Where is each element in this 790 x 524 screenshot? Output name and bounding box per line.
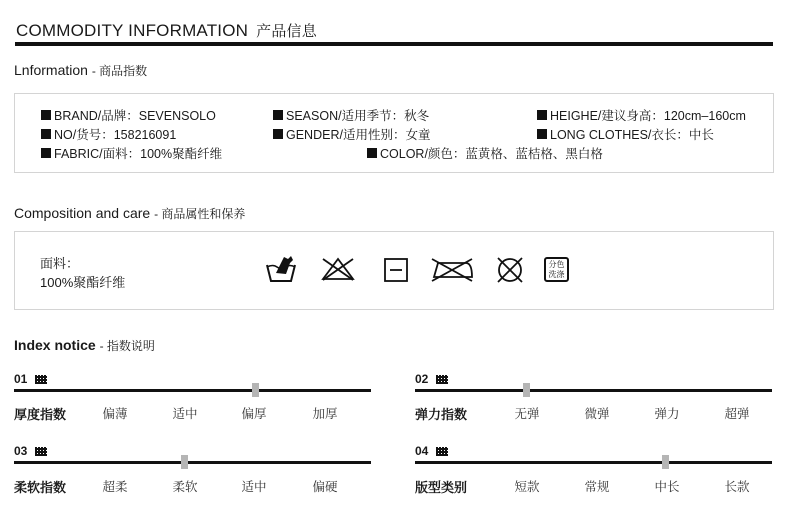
scale-02-option: 弹力 <box>654 407 680 421</box>
scale-04-marker <box>662 455 669 469</box>
page-title-en: COMMODITY INFORMATION <box>16 21 249 40</box>
information-subtitle: - 商品指数 <box>91 64 148 78</box>
bullet-square-icon <box>537 129 547 139</box>
scale-01-number: 01 <box>14 372 47 386</box>
scale-03-marker <box>181 455 188 469</box>
bullet-square-icon <box>41 148 51 158</box>
scale-02-label: 弹力指数 <box>415 407 468 422</box>
hand-wash-icon <box>264 253 298 285</box>
information-heading <box>14 62 147 79</box>
scale-02-marker <box>523 383 530 397</box>
scale-01-option: 适中 <box>172 407 198 421</box>
composition-heading <box>14 205 245 222</box>
scale-03-option: 超柔 <box>102 480 128 494</box>
no-iron-icon <box>428 255 476 283</box>
scale-03-line <box>14 461 371 464</box>
scale-01-label: 厚度指数 <box>14 407 67 422</box>
scale-04-label: 版型类别 <box>415 480 468 495</box>
page-title-cn: 产品信息 <box>256 23 317 40</box>
scale-01-option: 加厚 <box>312 407 338 421</box>
scale-03-number: 03 <box>14 444 47 458</box>
no-dry-clean-icon <box>494 255 526 285</box>
bullet-square-icon <box>273 129 283 139</box>
info-height: HEIGHE/建议身高：120cm–160cm <box>537 106 746 124</box>
bullet-square-icon <box>273 110 283 120</box>
bullet-square-icon <box>41 129 51 139</box>
info-gender: GENDER/适用性别：女童 <box>273 125 430 143</box>
page-title <box>16 20 317 41</box>
scale-03-label: 柔软指数 <box>14 480 67 495</box>
scale-02-line <box>415 389 772 392</box>
grid-icon <box>436 447 448 456</box>
scale-04-number: 04 <box>415 444 448 458</box>
scale-01-option: 偏厚 <box>241 407 267 421</box>
info-color: COLOR/颜色：蓝黄格、蓝桔格、黑白格 <box>367 144 603 162</box>
grid-icon <box>35 375 47 384</box>
wash-separately-line2: 洗涤 <box>548 270 565 279</box>
scale-02-option: 微弹 <box>584 407 610 421</box>
index-heading <box>14 337 155 354</box>
bullet-square-icon <box>41 110 51 120</box>
info-season: SEASON/适用季节：秋冬 <box>273 106 429 124</box>
grid-icon <box>436 375 448 384</box>
no-bleach-icon <box>320 256 356 282</box>
wash-separately-line1: 分色 <box>548 260 565 269</box>
info-length: LONG CLOTHES/衣长：中长 <box>537 125 714 143</box>
title-divider <box>15 42 773 46</box>
bullet-square-icon <box>367 148 377 158</box>
scale-03-option: 柔软 <box>172 480 198 494</box>
composition-subtitle: - 商品属性和保养 <box>154 207 246 221</box>
scale-02-number: 02 <box>415 372 448 386</box>
scale-04-option: 长款 <box>724 480 750 494</box>
dry-flat-icon <box>383 257 409 283</box>
information-title: Lnformation <box>14 62 88 78</box>
scale-04-option: 中长 <box>654 480 680 494</box>
scale-04-option: 常规 <box>584 480 610 494</box>
scale-04-option: 短款 <box>514 480 540 494</box>
scale-01-marker <box>252 383 259 397</box>
wash-separately-icon <box>544 257 569 282</box>
grid-icon <box>35 447 47 456</box>
fabric-label: 面料： <box>40 256 80 271</box>
scale-04-line <box>415 461 772 464</box>
scale-03-option: 适中 <box>241 480 267 494</box>
scale-01-line <box>14 389 371 392</box>
info-fabric: FABRIC/面料：100%聚酯纤维 <box>41 144 222 162</box>
index-subtitle: - 指数说明 <box>99 339 155 353</box>
fabric-value: 100%聚酯纤维 <box>40 275 126 290</box>
info-number: NO/货号：158216091 <box>41 125 176 143</box>
bullet-square-icon <box>537 110 547 120</box>
scale-03-option: 偏硬 <box>312 480 338 494</box>
composition-title: Composition and care <box>14 205 151 221</box>
index-title: Index notice <box>14 337 96 353</box>
info-brand: BRAND/品牌：SEVENSOLO <box>41 106 216 124</box>
scale-02-option: 超弹 <box>724 407 750 421</box>
scale-02-option: 无弹 <box>514 407 540 421</box>
scale-01-option: 偏薄 <box>102 407 128 421</box>
